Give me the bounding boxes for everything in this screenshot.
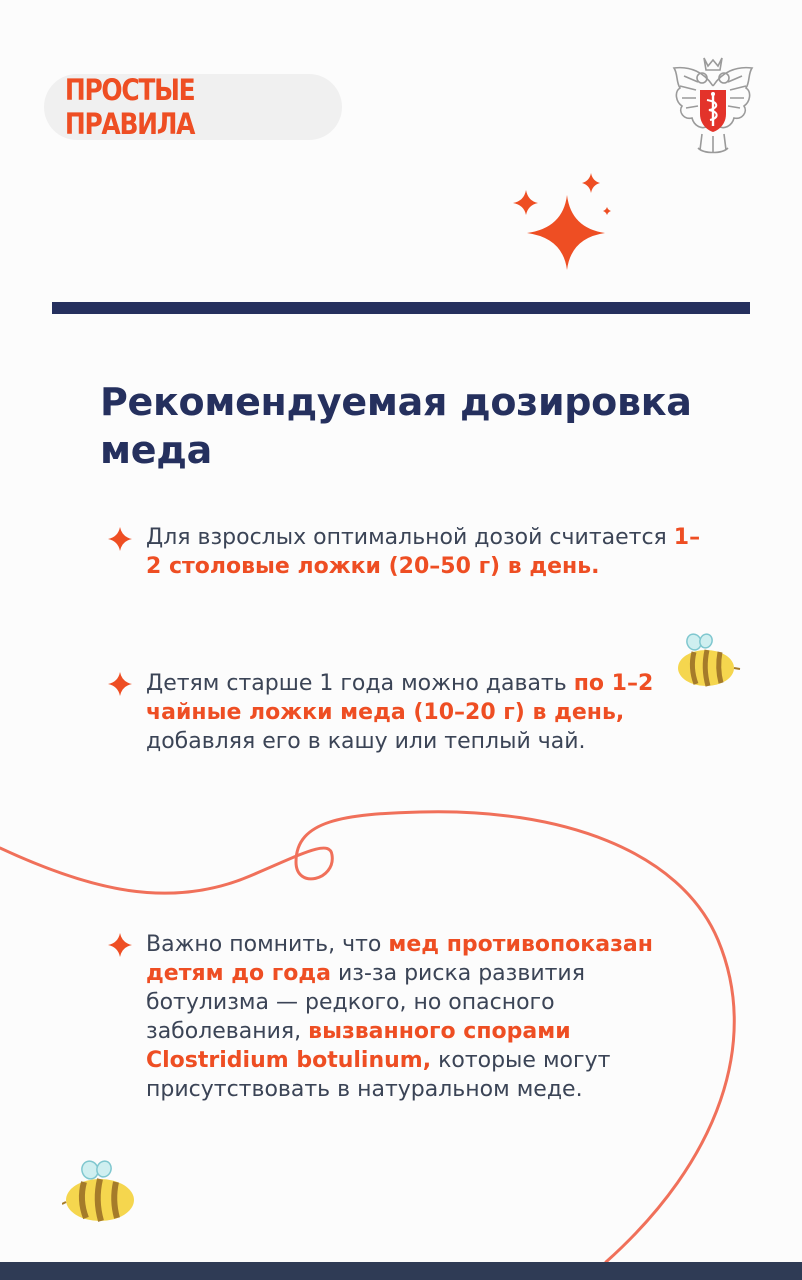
bee-icon bbox=[62, 1158, 140, 1226]
body-text: добавляя его в кашу или теплый чай. bbox=[146, 729, 586, 754]
highlighted-text: вызванного спорами Clostridium botulinum, bbox=[146, 1019, 571, 1073]
bee-icon bbox=[674, 632, 742, 692]
body-text: Важно помнить, что bbox=[146, 932, 389, 957]
sparkles-icon bbox=[505, 170, 620, 275]
title-line-2: меда bbox=[100, 428, 212, 472]
divider-line bbox=[52, 302, 750, 314]
four-point-star-icon bbox=[108, 672, 132, 696]
highlighted-text: по 1–2 чайные ложки меда (10–20 г) в день, bbox=[146, 671, 654, 725]
body-text: из-за риска развития ботулизма — редкого, но опасного заболевания, bbox=[146, 961, 585, 1044]
badge-text: ПРОСТЫЕ ПРАВИЛА bbox=[64, 73, 195, 141]
page-title bbox=[100, 378, 760, 474]
body-text: Для взрослых оптимальной дозой считается bbox=[146, 525, 674, 550]
highlighted-text: 1–2 столовые ложки (20–50 г) в день. bbox=[146, 525, 701, 579]
four-point-star-icon bbox=[108, 527, 132, 551]
highlighted-text: мед противопоказан детям до года bbox=[146, 932, 653, 986]
four-point-star-icon bbox=[108, 933, 132, 957]
dosage-children-text bbox=[146, 669, 706, 756]
footer-bar bbox=[0, 1262, 802, 1280]
rules-badge bbox=[44, 74, 342, 140]
body-text: Детям старше 1 года можно давать bbox=[146, 671, 574, 696]
dosage-adults-text bbox=[146, 523, 706, 581]
title-line-1: Рекомендуемая дозировка bbox=[100, 380, 692, 424]
double-headed-eagle-emblem-icon bbox=[664, 52, 762, 158]
body-text: которые могут присутствовать в натуральном меде. bbox=[146, 1048, 611, 1102]
botulism-warning-text bbox=[146, 930, 706, 1104]
